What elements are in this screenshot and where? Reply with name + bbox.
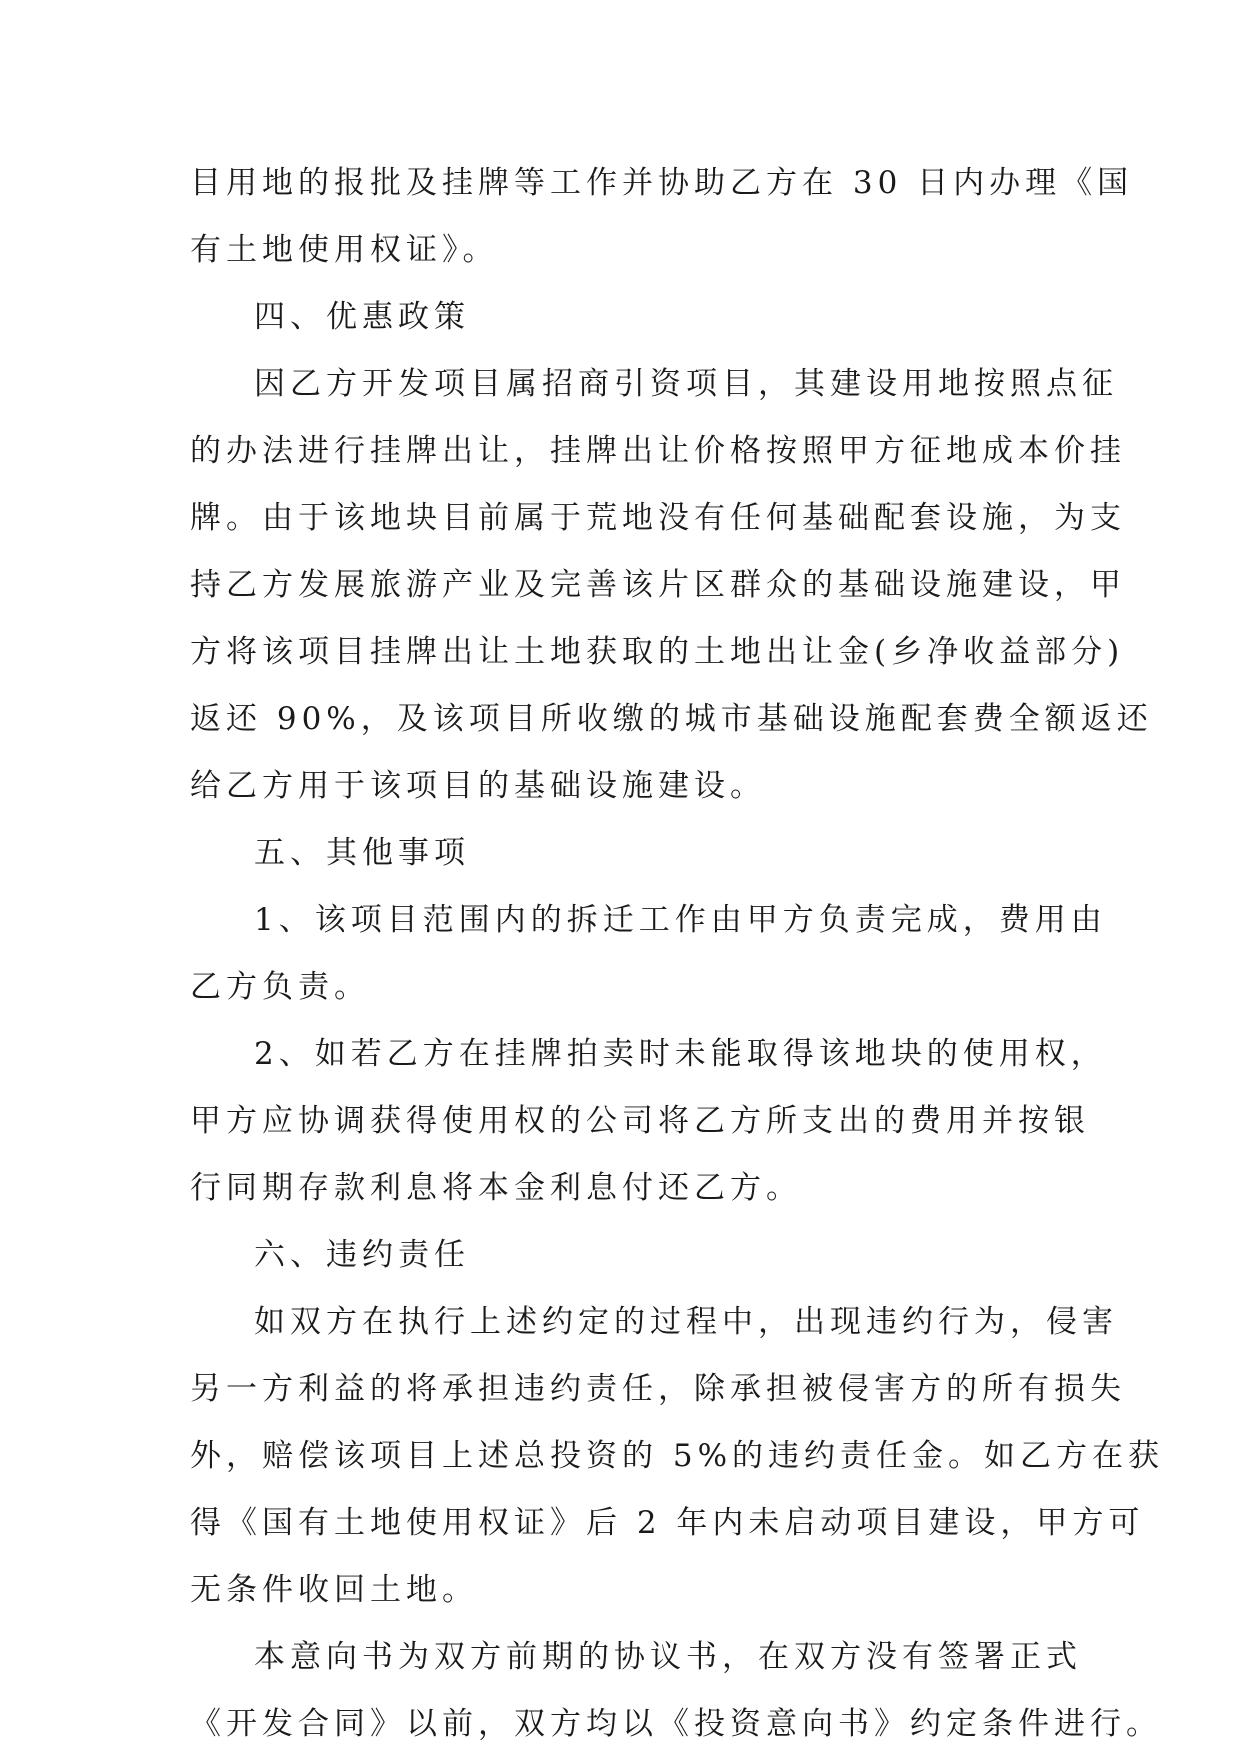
paragraph-line: 另一方利益的将承担违约责任，除承担被侵害方的所有损失 <box>190 1371 1126 1407</box>
paragraph-line: 2、如若乙方在挂牌拍卖时未能取得该地块的使用权， <box>254 1036 1107 1072</box>
section-heading: 四、优惠政策 <box>254 299 470 335</box>
paragraph-line: 得《国有土地使用权证》后 2 年内未启动项目建设，甲方可 <box>190 1505 1145 1541</box>
paragraph-line: 外，赔偿该项目上述总投资的 5%的违约责任金。如乙方在获 <box>190 1438 1165 1474</box>
paragraph-line: 《开发合同》以前，双方均以《投资意向书》约定条件进行。 <box>190 1706 1162 1742</box>
paragraph-line: 的办法进行挂牌出让，挂牌出让价格按照甲方征地成本价挂 <box>190 433 1126 469</box>
paragraph-line: 甲方应协调获得使用权的公司将乙方所支出的费用并按银 <box>190 1103 1090 1139</box>
section-heading: 五、其他事项 <box>254 835 470 871</box>
paragraph-line: 给乙方用于该项目的基础设施建设。 <box>190 768 766 804</box>
paragraph-line: 如双方在执行上述约定的过程中，出现违约行为，侵害 <box>254 1304 1118 1340</box>
paragraph-line: 返还 90%，及该项目所收缴的城市基础设施配套费全额返还 <box>190 701 1153 737</box>
paragraph-line: 持乙方发展旅游产业及完善该片区群众的基础设施建设，甲 <box>190 567 1126 603</box>
document-body <box>190 150 1165 1758</box>
paragraph-line: 本意向书为双方前期的协议书，在双方没有签署正式 <box>254 1639 1082 1675</box>
paragraph-line: 牌。由于该地块目前属于荒地没有任何基础配套设施，为支 <box>190 500 1126 536</box>
paragraph-line: 目用地的报批及挂牌等工作并协助乙方在 30 日内办理《国 <box>190 165 1134 201</box>
paragraph-line: 行同期存款利息将本金利息付还乙方。 <box>190 1170 802 1206</box>
paragraph-line: 方将该项目挂牌出让土地获取的土地出让金(乡净收益部分) <box>190 634 1125 670</box>
paragraph-line: 1、该项目范围内的拆迁工作由甲方负责完成，费用由 <box>254 902 1107 938</box>
section-heading: 六、违约责任 <box>254 1237 470 1273</box>
paragraph-line: 有土地使用权证》。 <box>190 232 499 268</box>
paragraph-line: 无条件收回土地。 <box>190 1572 478 1608</box>
paragraph-line: 因乙方开发项目属招商引资项目，其建设用地按照点征 <box>254 366 1118 402</box>
paragraph-line: 乙方负责。 <box>190 969 370 1005</box>
